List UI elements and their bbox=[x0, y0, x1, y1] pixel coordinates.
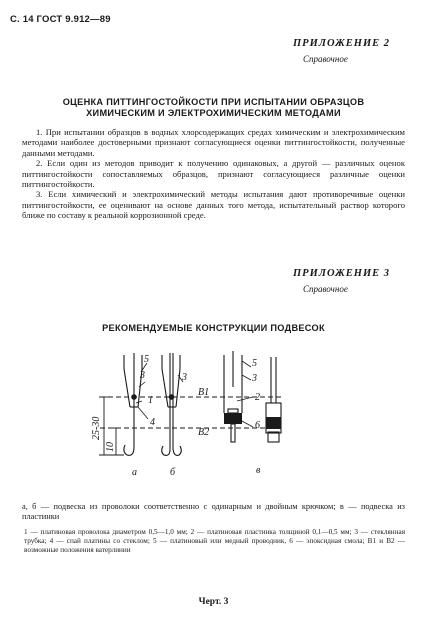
label-5-a: 5 bbox=[144, 354, 149, 365]
label-3-v: 3 bbox=[252, 373, 257, 384]
label-b1: B1 bbox=[198, 387, 210, 398]
label-dim-25-30: 25-30 bbox=[91, 416, 102, 440]
label-b: б bbox=[170, 467, 176, 478]
label-b2: B2 bbox=[198, 427, 210, 438]
appendix-3-title: ПРИЛОЖЕНИЕ 3 bbox=[293, 268, 390, 279]
label-v: в bbox=[256, 465, 261, 476]
label-3-a: 3 bbox=[140, 370, 145, 381]
label-4-a: 4 bbox=[150, 417, 155, 428]
label-1-a: 1 bbox=[148, 395, 153, 406]
label-6-v: 6 bbox=[255, 420, 260, 431]
figure-title: РЕКОМЕНДУЕМЫЕ КОНСТРУКЦИИ ПОДВЕСОК bbox=[102, 323, 325, 333]
label-dim-10: 10 bbox=[105, 442, 116, 452]
figure-legend: 1 — платиновая проволока диаметром 0,5—1,0 мм; 2 — платиновая пластинка толщиной 0,1—0,5 мм; 3 — стеклянная трубка; 4 — спай платины со стеклом; 5 — платиновый или медный проводник, 6 — эпоксидная смола; B1 и B2 — возможные положения ватерлинии bbox=[24, 528, 405, 554]
label-2-v: 2 bbox=[255, 392, 260, 403]
hanger-a bbox=[124, 353, 142, 455]
section-title bbox=[22, 97, 405, 119]
section-title-line-1: ОЦЕНКА ПИТТИНГОСТОЙКОСТИ ПРИ ИСПЫТАНИИ ОБРАЗЦОВ bbox=[62, 97, 365, 107]
label-3-b: 3 bbox=[182, 372, 187, 383]
label-5-v: 5 bbox=[252, 358, 257, 369]
hanger-b bbox=[162, 353, 182, 455]
figure-number: Черт. 3 bbox=[198, 597, 229, 607]
appendix-2-subtitle: Справочное bbox=[303, 54, 348, 64]
figure-caption: а, б — подвеска из проволоки соответственно с одинарным и двойным крючком; в — подвеска из пластинки bbox=[22, 502, 405, 522]
suspension-designs-figure bbox=[0, 345, 427, 495]
paragraph-3: 3. Если химический и электрохимический методы испытания дают противоречивые оценки питтингостойкости, ее оценивают на основе данных того метода, испытательный раствор которого ближе по составу к реальной коррозионной среде. bbox=[22, 189, 405, 221]
section-title-line-2: ХИМИЧЕСКИМ И ЭЛЕКТРОХИМИЧЕСКИМ МЕТОДАМИ bbox=[86, 108, 341, 118]
paragraph-2: 2. Если один из методов приводит к получению одинаковых, а другой — различных оценок питтингостойкости сопоставляемых образцов, признают согласующиеся различные оценки питтингостойкости. bbox=[22, 158, 405, 190]
appendix-2-title: ПРИЛОЖЕНИЕ 2 bbox=[293, 38, 390, 49]
page-header: С. 14 ГОСТ 9.912—89 bbox=[10, 14, 111, 25]
body-text bbox=[22, 127, 405, 221]
appendix-3-subtitle: Справочное bbox=[303, 284, 348, 294]
label-a: а bbox=[132, 467, 137, 478]
paragraph-1: 1. При испытании образцов в водных хлорсодержащих средах химическим и электрохимическим методами наиболее достоверными признают согласующиеся оценки питтингостойкости, полученные данными методами. bbox=[22, 127, 405, 158]
